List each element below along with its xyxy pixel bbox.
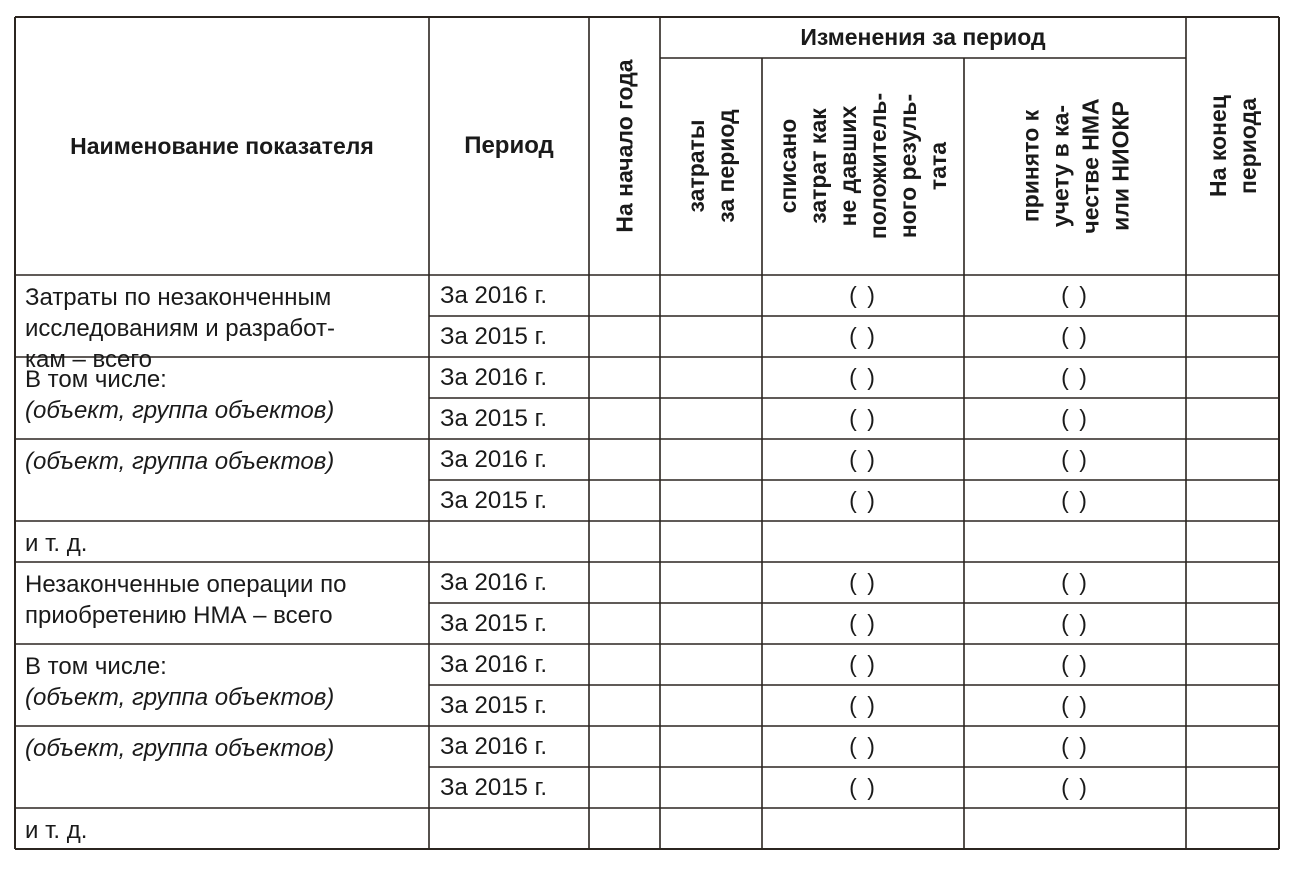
- column-header-written-off-line: ного резуль-: [895, 93, 922, 239]
- row-label-line: приобретению НМА – всего: [25, 602, 333, 629]
- written-off-cell: ( ): [849, 405, 877, 431]
- period-cell: За 2015 г.: [440, 691, 548, 719]
- row-label: [25, 528, 425, 559]
- column-header-period: Период: [464, 132, 554, 159]
- accepted-cell: ( ): [1061, 323, 1089, 349]
- column-header-end-of-period: [1202, 95, 1262, 197]
- column-header-written-off-line: списано: [775, 118, 802, 214]
- column-header-accepted-line: учету в ка-: [1047, 104, 1074, 228]
- written-off-cell: ( ): [849, 651, 877, 677]
- row-label: [25, 282, 425, 375]
- column-header-costs: [681, 109, 741, 223]
- column-header-costs-line: за период: [712, 109, 739, 223]
- written-off-cell: ( ): [849, 692, 877, 718]
- period-cell: За 2016 г.: [440, 732, 548, 760]
- written-off-cell: ( ): [849, 774, 877, 800]
- column-header-written-off: [773, 93, 953, 239]
- column-header-written-off-line: затрат как: [805, 108, 832, 224]
- accepted-cell: ( ): [1061, 610, 1089, 636]
- written-off-cell: ( ): [849, 610, 877, 636]
- column-header-end-of-period-line: периода: [1234, 98, 1261, 195]
- column-header-start-of-year-line: На начало года: [611, 59, 638, 233]
- row-label: [25, 446, 425, 477]
- written-off-cell: ( ): [849, 733, 877, 759]
- period-cell: За 2015 г.: [440, 486, 548, 514]
- period-cell: За 2015 г.: [440, 404, 548, 432]
- row-sublabel: (объект, группа объектов): [25, 684, 335, 711]
- row-label: [25, 815, 425, 846]
- accepted-cell: ( ): [1061, 651, 1089, 677]
- column-header-changes: Изменения за период: [800, 24, 1046, 50]
- column-header-start-of-year: [610, 59, 640, 232]
- period-cell: За 2016 г.: [440, 445, 548, 473]
- period-cell: За 2015 г.: [440, 322, 548, 350]
- column-header-accepted-line: принято к: [1017, 109, 1044, 223]
- row-label-line: Затраты по незаконченным: [25, 284, 332, 311]
- written-off-cell: ( ): [849, 487, 877, 513]
- row-label: [25, 651, 425, 713]
- row-label-line: кам – всего: [25, 346, 152, 373]
- column-header-name: Наименование показателя: [70, 132, 374, 159]
- row-sublabel: (объект, группа объектов): [25, 397, 335, 424]
- column-header-accepted: [1015, 98, 1135, 233]
- period-cell: За 2016 г.: [440, 650, 548, 678]
- accepted-cell: ( ): [1061, 569, 1089, 595]
- written-off-cell: ( ): [849, 364, 877, 390]
- row-label-line: Незаконченные операции по: [25, 571, 347, 598]
- accepted-cell: ( ): [1061, 364, 1089, 390]
- accepted-cell: ( ): [1061, 487, 1089, 513]
- row-label: [25, 733, 425, 764]
- column-header-written-off-line: положитель-: [865, 92, 892, 240]
- row-sublabel: (объект, группа объектов): [25, 448, 335, 475]
- column-header-accepted-line: или НИОКР: [1107, 101, 1134, 231]
- column-header-costs-line: затраты: [682, 119, 709, 213]
- written-off-cell: ( ): [849, 323, 877, 349]
- column-header-written-off-line: не давших: [835, 105, 862, 227]
- accepted-cell: ( ): [1061, 774, 1089, 800]
- row-label-line: исследованиям и разработ-: [25, 315, 335, 342]
- accepted-cell: ( ): [1061, 446, 1089, 472]
- period-cell: За 2016 г.: [440, 281, 548, 309]
- row-label: [25, 569, 425, 631]
- accepted-cell: ( ): [1061, 692, 1089, 718]
- column-header-end-of-period-line: На конец: [1204, 95, 1231, 197]
- accepted-cell: ( ): [1061, 733, 1089, 759]
- row-label: [25, 364, 425, 426]
- written-off-cell: ( ): [849, 446, 877, 472]
- period-cell: За 2015 г.: [440, 773, 548, 801]
- accepted-cell: ( ): [1061, 282, 1089, 308]
- row-label-line: и т. д.: [25, 817, 88, 844]
- period-cell: За 2016 г.: [440, 568, 548, 596]
- row-label-line: и т. д.: [25, 530, 88, 557]
- written-off-cell: ( ): [849, 569, 877, 595]
- row-sublabel: (объект, группа объектов): [25, 735, 335, 762]
- column-header-written-off-line: тата: [925, 141, 952, 191]
- period-cell: За 2016 г.: [440, 363, 548, 391]
- written-off-cell: ( ): [849, 282, 877, 308]
- row-label-line: В том числе:: [25, 653, 167, 680]
- period-cell: За 2015 г.: [440, 609, 548, 637]
- column-header-accepted-line: честве НМА: [1077, 98, 1104, 234]
- row-label-line: В том числе:: [25, 366, 167, 393]
- accepted-cell: ( ): [1061, 405, 1089, 431]
